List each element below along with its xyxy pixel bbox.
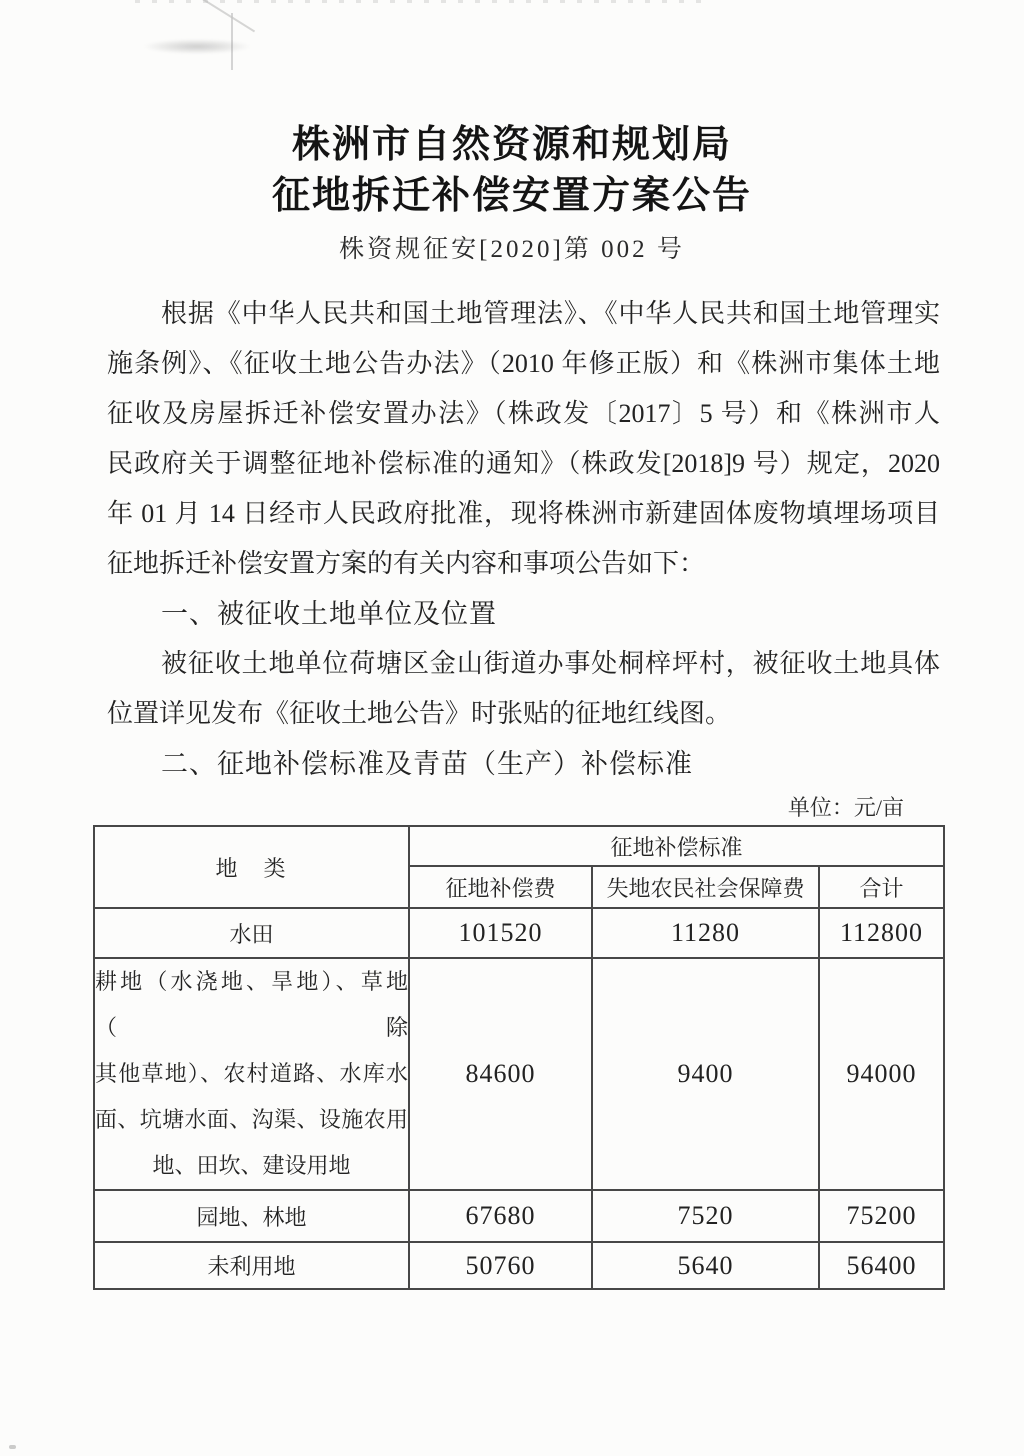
cell-fee: 101520 (409, 908, 592, 958)
body-line: 位置详见发布《征收土地公告》时张贴的征地红线图。 (107, 699, 732, 728)
body-line: 年 01 月 14 日经市人民政府批准，现将株洲市新建固体废物填埋场项目 (107, 499, 940, 528)
cell-category: 未利用地 (94, 1242, 409, 1289)
scan-artifact-corner-dot (9, 1445, 16, 1449)
body-line: 根据《中华人民共和国土地管理法》、《中华人民共和国土地管理实 (161, 299, 940, 328)
header-land-compensation-fee: 征地补偿费 (409, 866, 592, 908)
document-body (107, 289, 940, 789)
title-line-2: 征地拆迁补偿安置方案公告 (271, 175, 752, 217)
category-line: 地、田坎、建设用地 (152, 1153, 351, 1178)
scan-artifact-smudge (144, 39, 250, 54)
cell-fee: 50760 (409, 1242, 592, 1289)
cell-category: 园地、林地 (94, 1190, 409, 1242)
header-land-type: 地 类 (94, 826, 409, 908)
cell-fee: 84600 (409, 958, 592, 1190)
body-line: 征地拆迁补偿安置方案的有关内容和事项公告如下： (107, 549, 706, 578)
cell-social-security: 7520 (592, 1190, 819, 1242)
section-1-heading: 一、被征收土地单位及位置 (161, 599, 497, 629)
document-number: 株资规征安[2020]第 002 号 (339, 236, 685, 263)
header-compensation-standard-group: 征地补偿标准 (409, 826, 944, 866)
title-line-1: 株洲市自然资源和规划局 (291, 124, 732, 166)
cell-fee: 67680 (409, 1190, 592, 1242)
category-line: 其他草地）、农村道路、水库水 (95, 1061, 408, 1086)
section-2-heading: 二、征地补偿标准及青苗（生产）补偿标准 (161, 749, 693, 779)
body-line: 民政府关于调整征地补偿标准的通知》（株政发[2018]9 号）规定，2020 (107, 449, 940, 478)
body-line: 施条例》、《征收土地公告办法》（2010 年修正版）和《株洲市集体土地 (107, 349, 940, 378)
cell-total: 56400 (819, 1242, 944, 1289)
cell-social-security: 9400 (592, 958, 819, 1190)
header-total: 合计 (819, 866, 944, 908)
cell-social-security: 11280 (592, 908, 819, 958)
cell-social-security: 5640 (592, 1242, 819, 1289)
category-line: 耕地（水浇地、旱地）、草地（除 (95, 969, 408, 1040)
compensation-table (93, 825, 945, 1290)
scan-artifact-top-edge (135, 0, 710, 3)
table-row (94, 1242, 944, 1289)
unit-note: 单位：元/亩 (787, 795, 904, 820)
header-social-security-fee: 失地农民社会保障费 (592, 866, 819, 908)
cell-total: 112800 (819, 908, 944, 958)
category-line: 面、坑塘水面、沟渠、设施农用 (95, 1107, 408, 1132)
cell-total: 94000 (819, 958, 944, 1190)
cell-category (94, 958, 409, 1190)
cell-total: 75200 (819, 1190, 944, 1242)
table-row (94, 958, 944, 1190)
cell-category: 水田 (94, 908, 409, 958)
document-title (0, 0, 1024, 222)
table-row (94, 908, 944, 958)
body-line: 征收及房屋拆迁补偿安置办法》（株政发〔2017〕5 号）和《株洲市人 (107, 399, 940, 428)
body-line: 被征收土地单位荷塘区金山街道办事处桐梓坪村，被征收土地具体 (161, 649, 940, 678)
table-row (94, 1190, 944, 1242)
